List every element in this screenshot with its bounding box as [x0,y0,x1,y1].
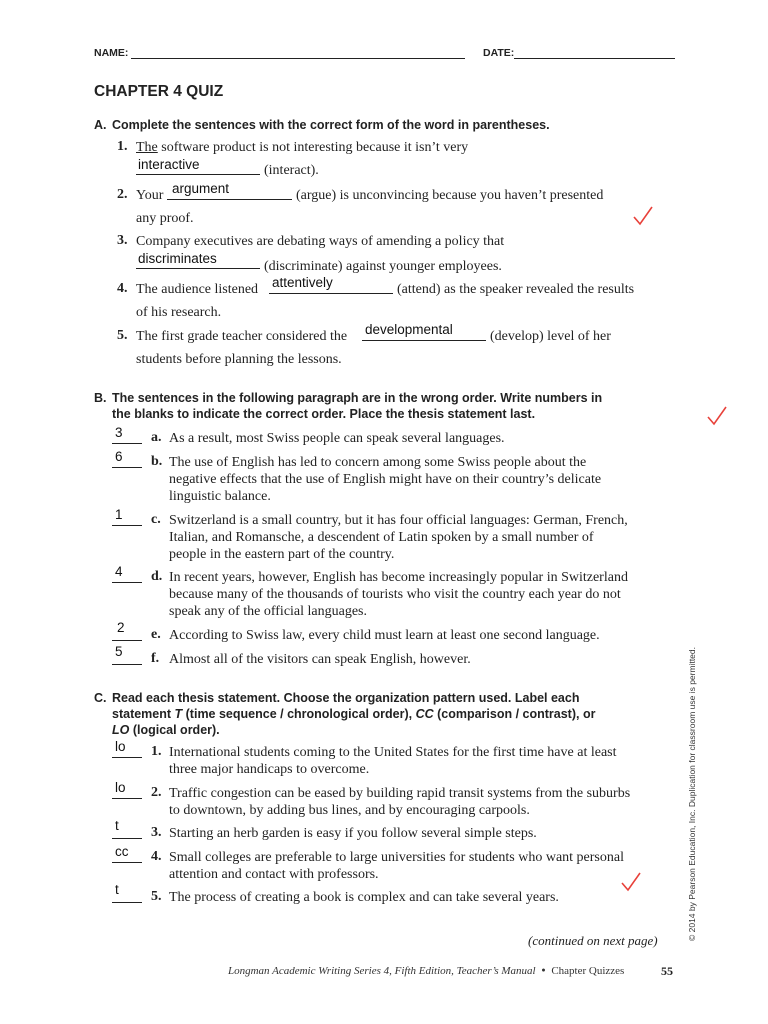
item-text: Almost all of the visitors can speak English, however. [169,652,471,667]
item-text: people in the eastern part of the country. [169,547,395,562]
section-a-letter: A. [94,118,107,132]
item-text: Italian, and Romansche, a descendent of Latin spoken by a small number of [169,530,594,545]
page-number: 55 [661,964,673,978]
item-text: linguistic balance. [169,489,271,504]
item-text: Switzerland is a small country, but it has four official languages: German, French, [169,513,628,528]
handwritten-answer: attentively [272,275,333,290]
handwritten-answer: 2 [117,620,125,635]
handwritten-answer: 3 [115,425,123,440]
question-number: 5. [151,889,162,904]
handwritten-answer: discriminates [138,251,217,266]
item-text: to downtown, by adding bus lines, and by encouraging carpools. [169,803,530,818]
footer-book-title: Longman Academic Writing Series 4, Fifth Edition, Teacher’s Manual [228,965,536,977]
item-text: speak any of the official languages. [169,604,368,619]
page-footer [228,965,624,977]
item-text: According to Swiss law, every child must learn at least one second language. [169,628,600,643]
handwritten-answer: 4 [115,564,123,579]
footer-bullet: ● [541,966,546,974]
handwritten-answer: argument [172,181,230,196]
answer-blank[interactable] [112,525,142,526]
question-text: The first grade teacher considered the [136,329,348,344]
question-number: 4. [117,281,128,296]
answer-blank[interactable] [112,902,142,903]
underlined-word: The [136,140,158,155]
handwritten-answer: interactive [138,157,200,172]
answer-blank[interactable] [112,664,142,665]
question-number: 5. [117,328,128,343]
question-text: students before planning the lessons. [136,352,342,367]
code-t: T [174,707,183,721]
answer-blank[interactable] [136,268,260,269]
section-c-instruction: statement T (time sequence / chronological order), CC (comparison / contrast), or [112,707,596,721]
answer-blank[interactable] [112,467,142,468]
answer-blank[interactable] [112,640,142,641]
question-text: (discriminate) against younger employees. [264,259,502,274]
question-text: (interact). [264,163,319,178]
date-label: DATE: [483,47,515,59]
item-text: Traffic congestion can be eased by building rapid transit systems from the suburbs [169,786,631,801]
question-text: (attend) as the speaker revealed the results [397,282,635,297]
item-text: because many of the thousands of tourists who visit the country each year do not [169,587,621,602]
question-text: Company executives are debating ways of amending a policy that [136,234,505,249]
answer-blank[interactable] [112,443,142,444]
item-text: negative effects that the use of English might have on their country’s delicate [169,472,602,487]
question-text: The software product is not interesting because it isn’t very [136,140,469,155]
item-text: In recent years, however, English has become increasingly popular in Switzerland [169,570,628,585]
question-text: any proof. [136,211,194,226]
item-letter: d. [151,569,163,584]
section-b-instruction: the blanks to indicate the correct order. Place the thesis statement last. [112,407,536,421]
code-lo: LO [112,723,130,737]
item-text: The use of English has led to concern among some Swiss people about the [169,455,587,470]
handwritten-answer: developmental [365,322,453,337]
item-letter: e. [151,627,161,642]
question-number: 4. [151,849,162,864]
answer-blank[interactable] [112,862,142,863]
section-b-letter: B. [94,391,107,405]
footer-section: Chapter Quizzes [551,965,625,977]
section-c-instruction: LO (logical order). [112,723,220,737]
item-letter: a. [151,430,162,445]
handwritten-answer: lo [115,739,126,754]
question-number: 2. [117,187,128,202]
question-text: (argue) is unconvincing because you haven’t presented [296,188,604,203]
item-text: three major handicaps to overcome. [169,762,370,777]
handwritten-answer: 1 [115,507,123,522]
continued-note: (continued on next page) [528,933,658,948]
section-a-instruction: Complete the sentences with the correct form of the word in parentheses. [112,118,550,132]
handwritten-answer: t [115,882,119,897]
check-mark-icon [620,871,642,893]
section-b-instruction: The sentences in the following paragraph are in the wrong order. Write numbers in [112,391,603,405]
date-line[interactable] [514,58,675,59]
code-cc: CC [415,707,434,721]
question-text: (develop) level of her [490,329,611,344]
question-number: 3. [151,825,162,840]
handwritten-answer: lo [115,780,126,795]
section-c-instruction: Read each thesis statement. Choose the organization pattern used. Label each [112,691,580,705]
item-text: The process of creating a book is complex and can take several years. [169,890,559,905]
answer-blank[interactable] [112,838,142,839]
item-letter: c. [151,512,161,527]
question-text: Your [136,188,164,203]
answer-blank[interactable] [112,798,142,799]
handwritten-answer: cc [115,844,129,859]
answer-blank[interactable] [112,757,142,758]
name-label: NAME: [94,47,129,59]
question-number: 1. [117,139,128,154]
answer-blank[interactable] [362,340,486,341]
answer-blank[interactable] [112,582,142,583]
item-text: International students coming to the United States for the first time have at least [169,745,617,760]
item-text: As a result, most Swiss people can speak several languages. [169,431,505,446]
name-line[interactable] [131,58,465,59]
answer-blank[interactable] [269,293,393,294]
question-number: 1. [151,744,162,759]
answer-blank[interactable] [136,174,260,175]
item-text: attention and contact with professors. [169,867,379,882]
check-mark-icon [632,205,654,227]
item-text: Small colleges are preferable to large universities for students who want personal [169,850,624,865]
handwritten-answer: 5 [115,644,123,659]
question-number: 2. [151,785,162,800]
item-letter: f. [151,651,160,666]
handwritten-answer: 6 [115,449,123,464]
item-text: Starting an herb garden is easy if you follow several simple steps. [169,826,537,841]
question-text: The audience listened [136,282,259,297]
page-title: CHAPTER 4 QUIZ [94,83,224,100]
check-mark-icon [706,405,728,427]
section-c-letter: C. [94,691,107,705]
question-number: 3. [117,233,128,248]
question-text: of his research. [136,305,222,320]
item-letter: b. [151,454,163,469]
answer-blank[interactable] [167,199,292,200]
copyright-notice: © 2014 by Pearson Education, Inc. Duplication for classroom use is permitted. [687,647,697,941]
handwritten-answer: t [115,818,119,833]
